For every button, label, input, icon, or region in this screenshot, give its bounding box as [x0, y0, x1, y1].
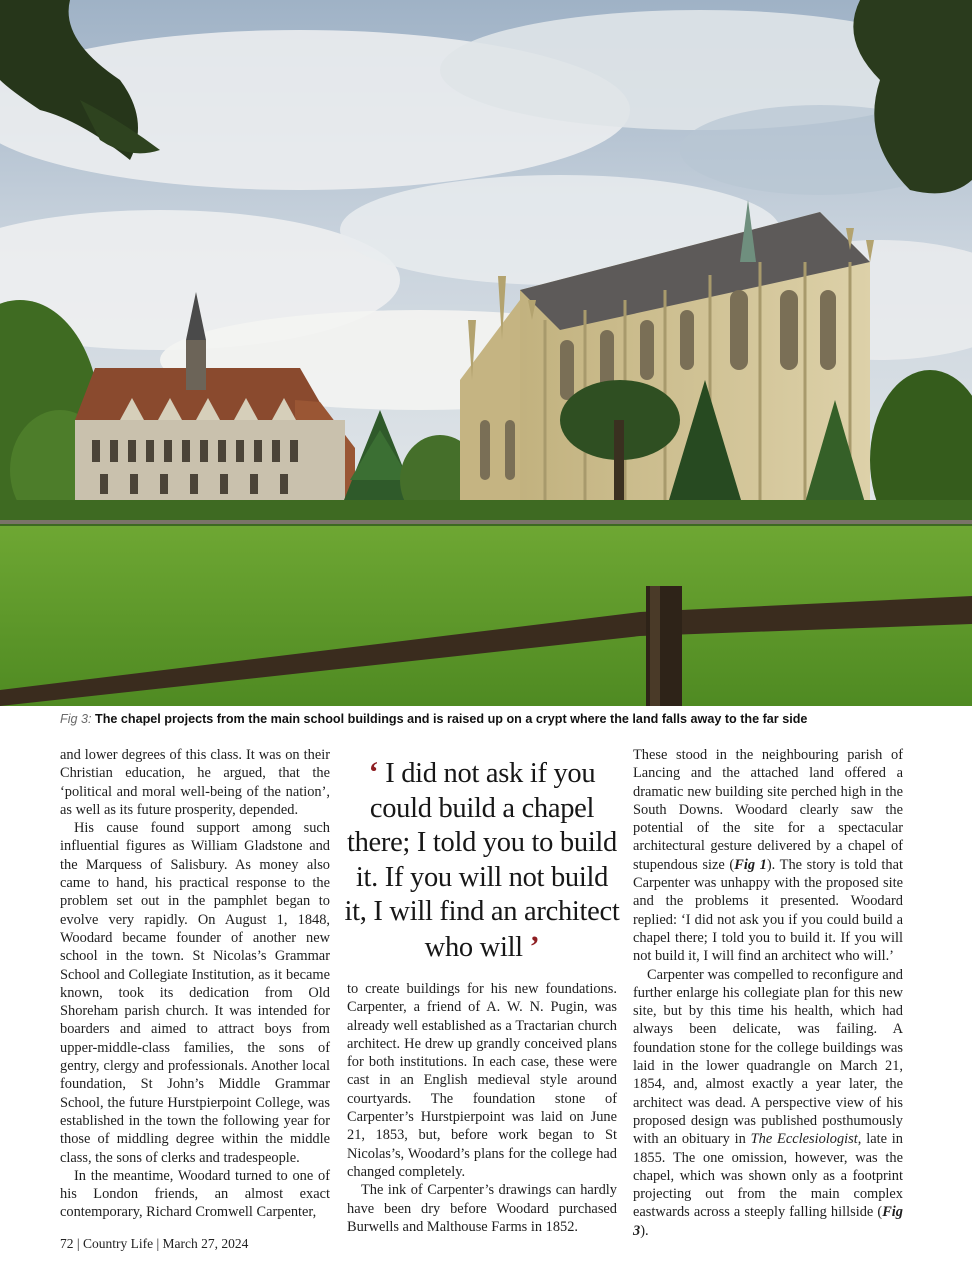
caption-text: The chapel projects from the main school buildings and is raised up on a crypt where the land falls away to the far side [95, 712, 808, 726]
pull-quote [343, 756, 621, 965]
column-2 [347, 980, 617, 1236]
col3-paragraph-2 [633, 966, 903, 1240]
col3-p2-text-c: ). [640, 1222, 649, 1239]
column-1 [60, 746, 330, 1222]
col3-p2-text-b: , late in 1855. The one omission, however, was the chapel, which was shown only as a footprint projecting out from the main complex eastwards across a steeply falling hillside ( [633, 1131, 903, 1221]
pull-quote-text: I did not ask if you could build a chapel there; I told you to build it. If you will not build it, I will find an architect who will [344, 758, 620, 963]
col1-paragraph-2: His cause found support among such influential figures as William Gladstone and the Marquess of Salisbury. As money also came to hand, his practical response to the problem set out in the pamphlet began to evolve very rapidly. On August 1, 1848, Woodard became founder of another new school in the town. St Nicolas’s Grammar School and Collegiate Institution, as it became known, took its dedication from Old Shoreham parish church. It was intended for boarders and aimed to attract boys from upper-middle-class families, the sons of gentry, clergy and professionals. Another local foundation, St John’s Middle Grammar School, the future Hurstpierpoint College, was established in the town the following year for those of middling degree within the middle class, the sons of clerks and tradespeople. [60, 820, 330, 1166]
photo-caption [60, 711, 960, 727]
col1-paragraph-1: and lower degrees of this class. It was on their Christian education, he argued, that the ‘political and moral well-being of the nation’, as well as its future prosperity, depended. [60, 747, 330, 818]
caption-label: Fig 3: [60, 712, 92, 726]
col3-p1-text-a: These stood in the neighbouring parish of Lancing and the attached land offered a dramatic new building site perched high in the South Downs. Woodard clearly saw the potential of the site for a spectacular architectural gesture delivered by a chapel of stupendous size ( [633, 747, 903, 873]
issue-date: March 27, 2024 [162, 1236, 249, 1251]
page-footer [60, 1236, 248, 1252]
col2-paragraph-2: The ink of Carpenter’s drawings can hardly have been dry before Woodard purchased Burwells and Malthouse Farms in 1852. [347, 1182, 617, 1235]
column-3 [633, 746, 903, 1240]
magazine-name: Country Life [82, 1236, 154, 1251]
page-number: 72 [60, 1236, 74, 1251]
col3-p2-text-a: Carpenter was compelled to reconfigure and further enlarge his collegiate plan for this new site, but by this time his health, which had always been delicate, was failing. A foundation stone for the college buildings was laid in the lower quadrangle on March 21, 1854, and, almost exactly a year later, the architect was dead. A perspective view of his proposed design was published posthumously with an obituary in [633, 966, 903, 1148]
col2-paragraph-1: to create buildings for his new foundations. Carpenter, a friend of A. W. N. Pugin, was already well established as a Tractarian church architect. He drew up grandly conceived plans for both institutions. In each case, these were cast in an English medieval style around courtyards. The foundation stone of Carpenter’s Hurstpierpoint was laid on June 21, 1853, but, before work began to St Nicolas’s, Woodard’s plans for the college had changed completely. [347, 981, 617, 1180]
open-quote-mark: ‘ [368, 756, 379, 789]
footer-separator-2: | [156, 1236, 160, 1251]
fig3-reference: Fig 3 [633, 1204, 903, 1239]
close-quote-mark: ’ [529, 929, 540, 963]
col3-p1-text-b: ). The story is told that Carpenter was unhappy with the proposed site and the problems it presented. Woodard replied: ‘I did not ask you if you could build a chapel there; I told you to build it. If you will not build it, I will find an architect who will.’ [633, 856, 903, 965]
journal-title: The Ecclesiologist [750, 1131, 858, 1148]
footer-separator-1: | [76, 1236, 80, 1251]
col3-paragraph-1 [633, 746, 903, 966]
fig1-reference: Fig 1 [734, 856, 767, 873]
col1-paragraph-3: In the meantime, Woodard turned to one of his London friends, an almost exact contemporary, Richard Cromwell Carpenter, [60, 1167, 330, 1221]
